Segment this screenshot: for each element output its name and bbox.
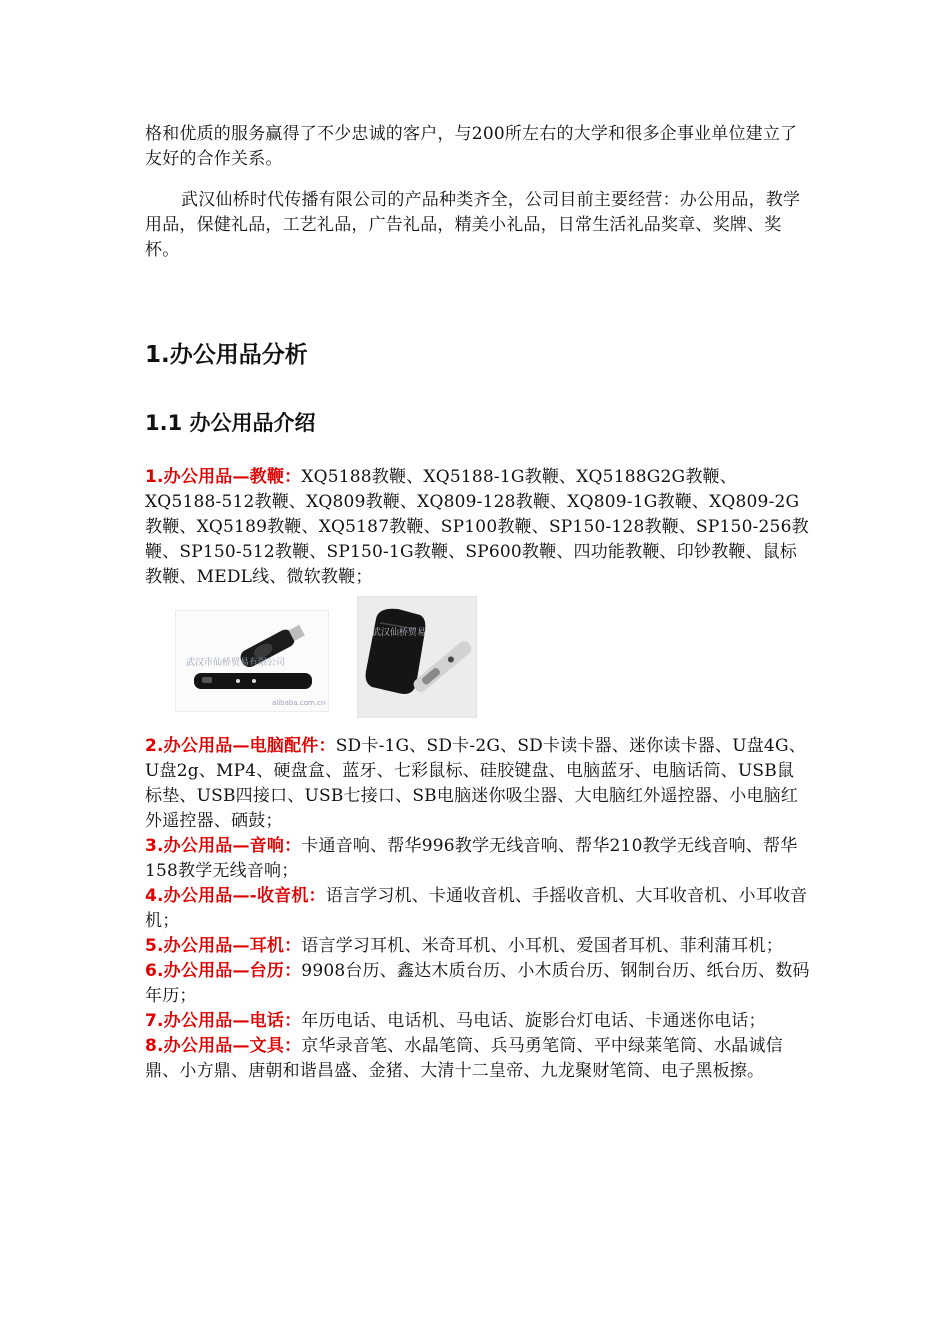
usb-presenter-photo bbox=[175, 610, 329, 712]
product-item-calendars bbox=[145, 959, 810, 1009]
item-label: 4.办公用品—-收音机： bbox=[145, 886, 326, 906]
image-watermark: 武汉仙桥贸易 bbox=[372, 628, 427, 638]
document-page bbox=[145, 122, 810, 1084]
product-item-stationery bbox=[145, 1034, 810, 1084]
section-heading: 1.办公用品分析 bbox=[145, 342, 308, 368]
item-label: 1.办公用品—教鞭： bbox=[145, 467, 302, 487]
product-item-headphones bbox=[145, 934, 810, 959]
item-label: 7.办公用品—电话： bbox=[145, 1011, 302, 1031]
intro-paragraph-1: 格和优质的服务赢得了不少忠诚的客户，与200所左右的大学和很多企事业单位建立了友好的合作关系。 bbox=[145, 124, 798, 169]
item-text: XQ5188教鞭、XQ5188-1G教鞭、XQ5188G2G教鞭、XQ5188-512教鞭、XQ809教鞭、XQ809-128教鞭、XQ809-1G教鞭、XQ809-2G教鞭、XQ5189教鞭、XQ5187教鞭、SP100教鞭、SP150-128教鞭、SP150-256教鞭、SP150-512教鞭、SP150-1G教鞭、SP600教鞭、四功能教鞭、印钞教鞭、鼠标教鞭、MEDL线、微软教鞭； bbox=[145, 467, 809, 587]
item-text: 京华录音笔、水晶笔筒、兵马勇笔筒、平中绿莱笔筒、水晶诚信鼎、小方鼎、唐朝和谐昌盛、金猪、大清十二皇帝、九龙聚财笔筒、电子黑板擦。 bbox=[145, 1036, 783, 1081]
item-text: 语言学习耳机、米奇耳机、小耳机、爱国者耳机、菲利蒲耳机； bbox=[301, 936, 783, 956]
image-caption: alibaba.com.cn bbox=[272, 699, 326, 707]
product-item-speakers bbox=[145, 834, 810, 884]
item-text: 语言学习机、卡通收音机、手摇收音机、大耳收音机、小耳收音机； bbox=[145, 886, 808, 931]
presenter-with-case-photo bbox=[357, 596, 477, 718]
item-label: 8.办公用品—文具： bbox=[145, 1036, 302, 1056]
item-label: 3.办公用品—音响： bbox=[145, 836, 302, 856]
product-item-radios bbox=[145, 884, 810, 934]
image-watermark: 武汉市仙桥贸易有限公司 bbox=[186, 658, 286, 668]
subsection-heading: 1.1 办公用品介绍 bbox=[145, 411, 316, 435]
item-label: 2.办公用品—电脑配件： bbox=[145, 736, 336, 756]
item-label: 5.办公用品—耳机： bbox=[145, 936, 302, 956]
item-text: 年历电话、电话机、马电话、旋影台灯电话、卡通迷你电话； bbox=[301, 1011, 766, 1031]
item-text: 9908台历、鑫达木质台历、小木质台历、钢制台历、纸台历、数码年历； bbox=[145, 961, 810, 1006]
product-item-phones bbox=[145, 1009, 810, 1034]
intro-paragraph-2: 武汉仙桥时代传播有限公司的产品种类齐全，公司目前主要经营：办公用品，教学用品，保健礼品，工艺礼品，广告礼品，精美小礼品，日常生活礼品奖章、奖牌、奖杯。 bbox=[145, 190, 801, 260]
item-text: 卡通音响、帮华996教学无线音响、帮华210教学无线音响、帮华158教学无线音响； bbox=[145, 836, 798, 881]
item-label: 6.办公用品—台历： bbox=[145, 961, 302, 981]
item-text: SD卡-1G、SD卡-2G、SD卡读卡器、迷你读卡器、U盘4G、U盘2g、MP4、硬盘盒、蓝牙、七彩鼠标、硅胶键盘、电脑蓝牙、电脑话筒、USB鼠标垫、USB四接口、USB七接口、SB电脑迷你吸尘器、大电脑红外遥控器、小电脑红外遥控器、硒鼓； bbox=[145, 736, 806, 831]
product-images bbox=[145, 596, 810, 728]
product-item-computer-accessories bbox=[145, 734, 810, 834]
product-item-pointers bbox=[145, 465, 810, 590]
presenter-case-image-icon bbox=[358, 597, 476, 717]
